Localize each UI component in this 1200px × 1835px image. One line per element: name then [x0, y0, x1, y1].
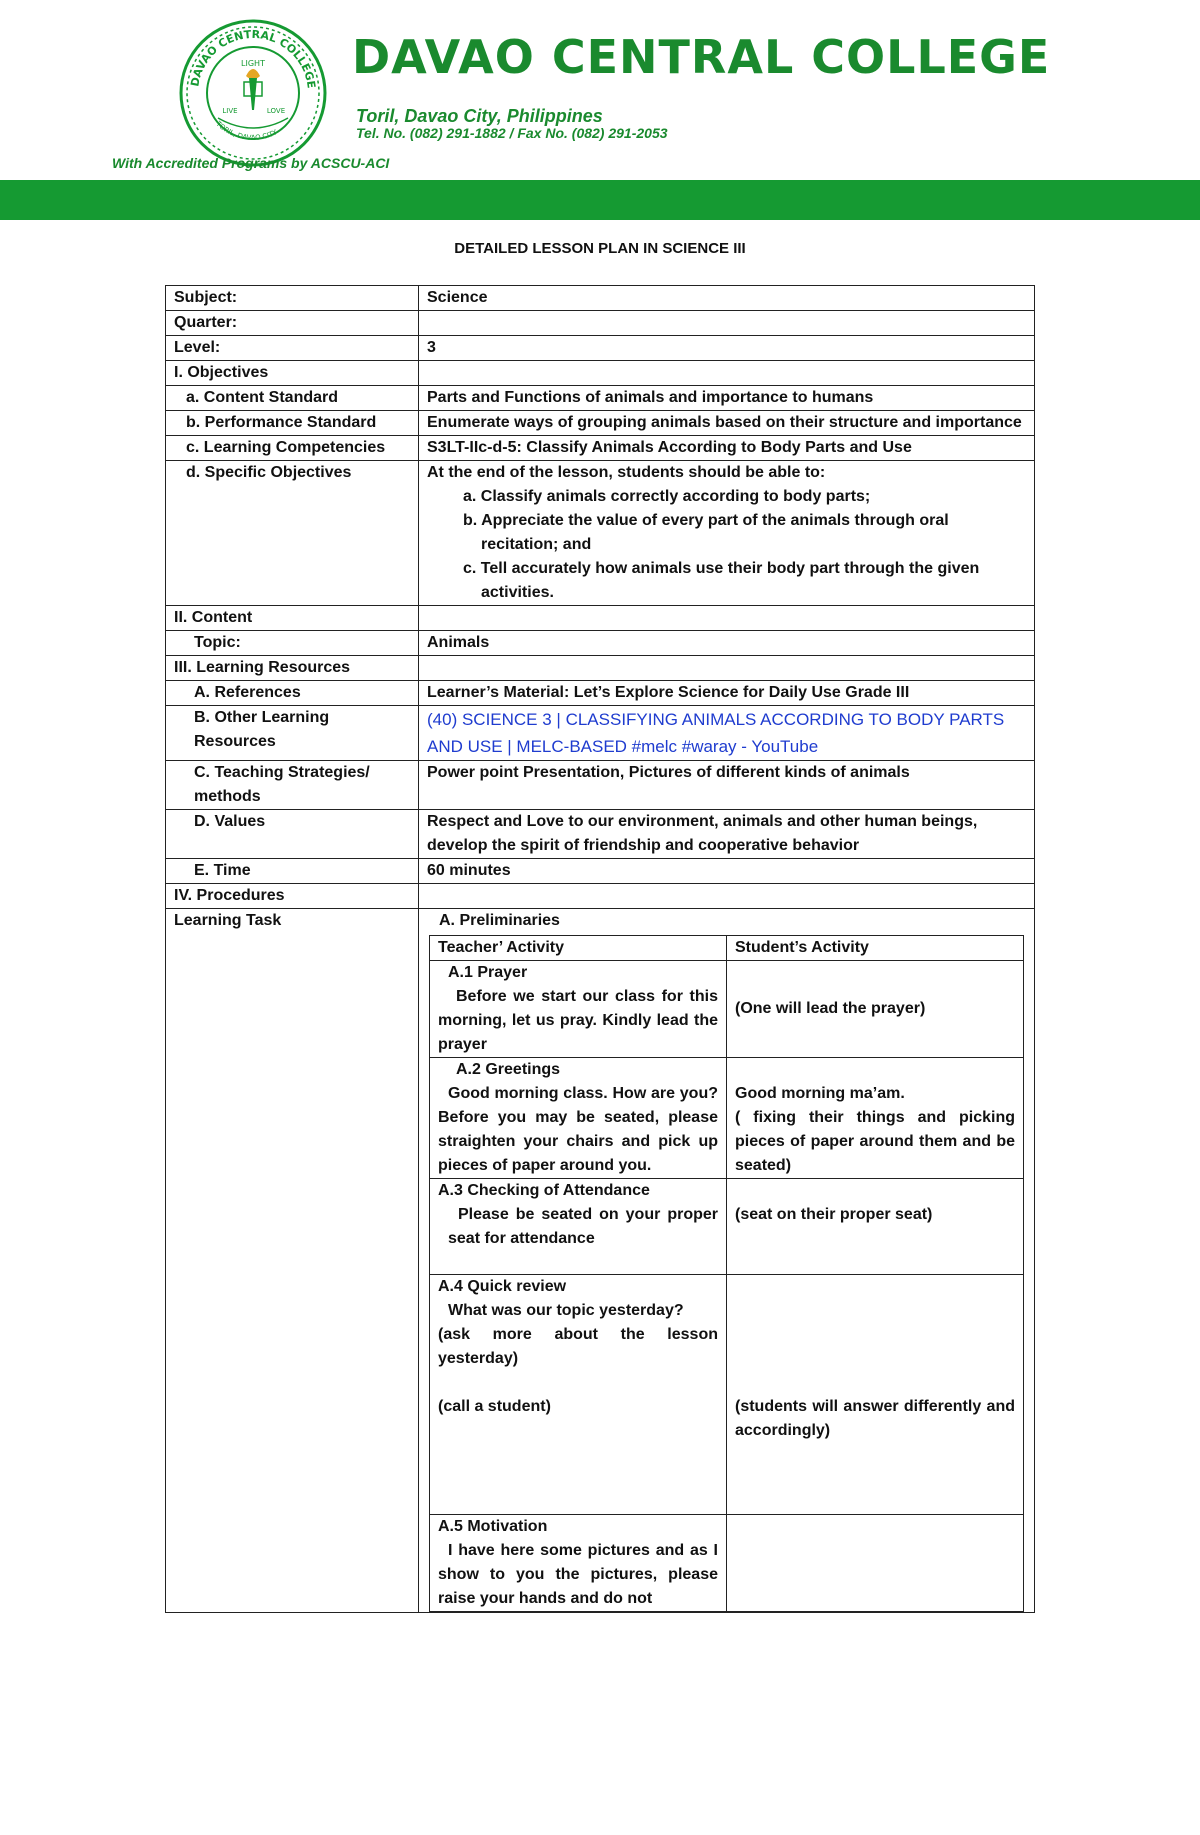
specific-objective-item: a. Classify animals correctly according to body parts; — [463, 488, 871, 505]
student-activity: Good morning ma’am. — [735, 1085, 905, 1102]
document-title: DETAILED LESSON PLAN IN SCIENCE III — [454, 240, 746, 257]
procedures-label: IV. Procedures — [166, 884, 419, 909]
seal-bottom-text: TORIL, DAVAO CITY — [214, 119, 279, 142]
specific-intro: At the end of the lesson, students should be able to: — [427, 464, 826, 481]
table-row — [166, 436, 1035, 461]
table-row — [430, 1058, 1024, 1179]
table-row — [430, 1275, 1024, 1515]
table-row — [430, 961, 1024, 1058]
activity-title: A.3 Checking of Attendance — [438, 1182, 650, 1199]
references-label: A. References — [194, 684, 301, 701]
student-activity: (seat on their proper seat) — [727, 1179, 1024, 1275]
student-activity-header: Student’s Activity — [727, 936, 1024, 961]
seal-top-text: DAVAO CENTRAL COLLEGE — [188, 27, 318, 90]
lesson-plan-table — [165, 285, 1035, 1613]
specific-objectives-value — [419, 461, 1035, 606]
time-label: E. Time — [194, 862, 251, 879]
performance-standard-value: Enumerate ways of grouping animals based on their structure and importance — [419, 411, 1035, 436]
college-address: Toril, Davao City, Philippines — [356, 106, 603, 126]
youtube-resource-link[interactable]: (40) SCIENCE 3 | CLASSIFYING ANIMALS ACCORDING TO BODY PARTS AND USE | MELC-BASED #melc #waray - YouTube — [427, 710, 1005, 756]
specific-objective-item: c. Tell accurately how animals use their body part through the given activities. — [463, 560, 980, 601]
table-row — [166, 909, 1035, 1613]
competencies-value: S3LT-IIc-d-5: Classify Animals According to Body Parts and Use — [419, 436, 1035, 461]
table-row — [430, 1179, 1024, 1275]
table-row — [166, 461, 1035, 606]
objectives-empty — [419, 361, 1035, 386]
level-value: 3 — [419, 336, 1035, 361]
student-activity: (students will answer differently and accordingly) — [727, 1275, 1024, 1515]
teacher-activity: What was our topic yesterday? — [448, 1302, 684, 1319]
teacher-activity: I have here some pictures and as I show to you the pictures, please raise your hands and do not — [438, 1542, 718, 1607]
table-row — [166, 286, 1035, 311]
header-green-bar — [0, 180, 1200, 220]
activity-title: A.5 Motivation — [438, 1518, 548, 1535]
seal-motto-top: LIGHT — [241, 59, 265, 68]
student-activity — [727, 1515, 1024, 1612]
college-name: DAVAO CENTRAL COLLEGE — [352, 30, 1051, 84]
quarter-label: Quarter: — [166, 311, 419, 336]
accreditation-note: With Accredited Programs by ACSCU-ACI — [112, 155, 390, 171]
teacher-activity-extra: (ask more about the lesson yesterday) — [438, 1326, 718, 1367]
content-standard-label: a. Content Standard — [186, 389, 339, 406]
table-row — [166, 884, 1035, 909]
seal-motto-right: LOVE — [266, 107, 286, 115]
other-resources-label: B. Other Learning Resources — [194, 709, 330, 750]
activity-title: A.2 Greetings — [456, 1061, 561, 1078]
teacher-activity: Please be seated on your proper seat for attendance — [448, 1206, 718, 1247]
quarter-value — [419, 311, 1035, 336]
table-row — [166, 706, 1035, 761]
resources-label: III. Learning Resources — [166, 656, 419, 681]
table-row — [430, 1515, 1024, 1612]
specific-objective-item: b. Appreciate the value of every part of the animals through oral recitation; and — [463, 512, 949, 553]
table-row — [166, 681, 1035, 706]
table-row — [166, 311, 1035, 336]
college-contact: Tel. No. (082) 291-1882 / Fax No. (082) 291-2053 — [356, 125, 668, 141]
procedures-cell — [419, 909, 1035, 1613]
seal-motto-left: LIVE — [222, 107, 238, 115]
time-value: 60 minutes — [419, 859, 1035, 884]
table-row — [166, 606, 1035, 631]
activity-title: A.1 Prayer — [448, 964, 528, 981]
student-activity: (One will lead the prayer) — [727, 961, 1024, 1058]
teacher-activity-header: Teacher’ Activity — [430, 936, 727, 961]
table-row — [166, 810, 1035, 859]
learning-task-label: Learning Task — [166, 909, 419, 1613]
student-activity-extra: ( fixing their things and picking pieces of paper around them and be seated) — [735, 1109, 1015, 1174]
table-row — [166, 411, 1035, 436]
table-row — [166, 656, 1035, 681]
table-row — [166, 386, 1035, 411]
preliminaries-label: A. Preliminaries — [439, 912, 560, 929]
content-standard-value: Parts and Functions of animals and importance to humans — [419, 386, 1035, 411]
table-row — [166, 761, 1035, 810]
strategies-value: Power point Presentation, Pictures of different kinds of animals — [419, 761, 1035, 810]
table-row — [166, 336, 1035, 361]
topic-value: Animals — [419, 631, 1035, 656]
performance-standard-label: b. Performance Standard — [186, 414, 377, 431]
specific-objectives-label: d. Specific Objectives — [186, 464, 352, 481]
level-label: Level: — [166, 336, 419, 361]
table-row — [430, 936, 1024, 961]
teacher-activity: Before we start our class for this morning, let us pray. Kindly lead the prayer — [438, 988, 718, 1053]
letterhead — [0, 0, 1200, 220]
table-row — [166, 631, 1035, 656]
objectives-label: I. Objectives — [166, 361, 419, 386]
competencies-label: c. Learning Competencies — [186, 439, 386, 456]
teacher-activity-call: (call a student) — [438, 1398, 551, 1415]
values-value: Respect and Love to our environment, animals and other human beings, develop the spirit of friendship and cooperative behavior — [419, 810, 1035, 859]
content-label: II. Content — [166, 606, 419, 631]
subject-label: Subject: — [166, 286, 419, 311]
teacher-activity: Good morning class. How are you? Before you may be seated, please straighten your chairs and pick up pieces of paper around you. — [438, 1085, 718, 1174]
references-value: Learner’s Material: Let’s Explore Science for Daily Use Grade III — [419, 681, 1035, 706]
activity-title: A.4 Quick review — [438, 1278, 567, 1295]
college-seal — [178, 18, 328, 168]
strategies-label: C. Teaching Strategies/ methods — [194, 764, 370, 805]
subject-value: Science — [419, 286, 1035, 311]
table-row — [166, 361, 1035, 386]
topic-label: Topic: — [194, 634, 241, 651]
activities-table — [429, 935, 1024, 1612]
table-row — [166, 859, 1035, 884]
values-label: D. Values — [194, 813, 266, 830]
